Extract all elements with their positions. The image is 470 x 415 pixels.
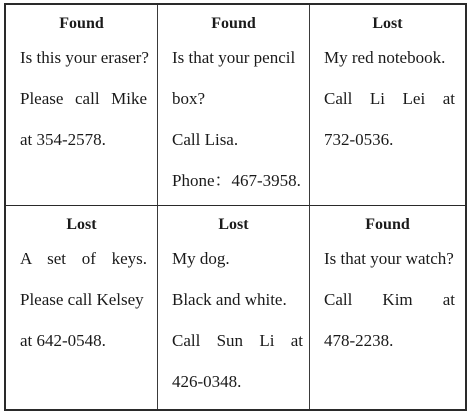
notice-line: Black and white. (172, 290, 287, 309)
notice-body (172, 37, 309, 201)
notice-line: Is that your pencil (172, 48, 296, 67)
notice-lost-notebook (310, 5, 465, 206)
notice-line: Please call Mike (20, 89, 147, 108)
notice-title: Found (59, 15, 104, 32)
notice-found-eraser (6, 5, 158, 206)
notice-line: at 354-2578. (20, 130, 106, 149)
notice-body (20, 238, 157, 361)
notice-line: Call Lisa. (172, 130, 239, 149)
notice-body (172, 238, 309, 402)
notice-line: My dog. (172, 249, 230, 268)
notice-found-watch (310, 206, 465, 409)
notice-line: 426-0348. (172, 372, 242, 391)
notice-line: Is that your watch? (324, 249, 454, 268)
notice-title: Lost (218, 216, 249, 233)
notice-line: Call Li Lei at (324, 89, 455, 108)
notice-line: 478-2238. (324, 331, 394, 350)
notice-line: Call Kim at (324, 290, 455, 309)
notice-line: A set of keys. (20, 249, 147, 268)
notice-title: Found (365, 216, 410, 233)
notice-title: Lost (372, 15, 403, 32)
notice-found-pencil-box (158, 5, 310, 206)
notice-body (324, 37, 465, 160)
notice-line: Please call Kelsey (20, 290, 144, 309)
notice-title: Lost (66, 216, 97, 233)
notice-line: My red notebook. (324, 48, 446, 67)
notice-line: Is this your eraser? (20, 48, 149, 67)
notice-lost-keys (6, 206, 158, 409)
notice-body (20, 37, 157, 160)
notice-line: Call Sun Li at (172, 331, 303, 350)
notice-body (324, 238, 465, 361)
notice-line: 732-0536. (324, 130, 394, 149)
notice-line: at 642-0548. (20, 331, 106, 350)
notice-line: box? (172, 89, 206, 108)
notice-title: Found (211, 15, 256, 32)
notice-line: Phone：467-3958. (172, 171, 301, 190)
lost-and-found-table (4, 3, 467, 411)
notice-lost-dog (158, 206, 310, 409)
